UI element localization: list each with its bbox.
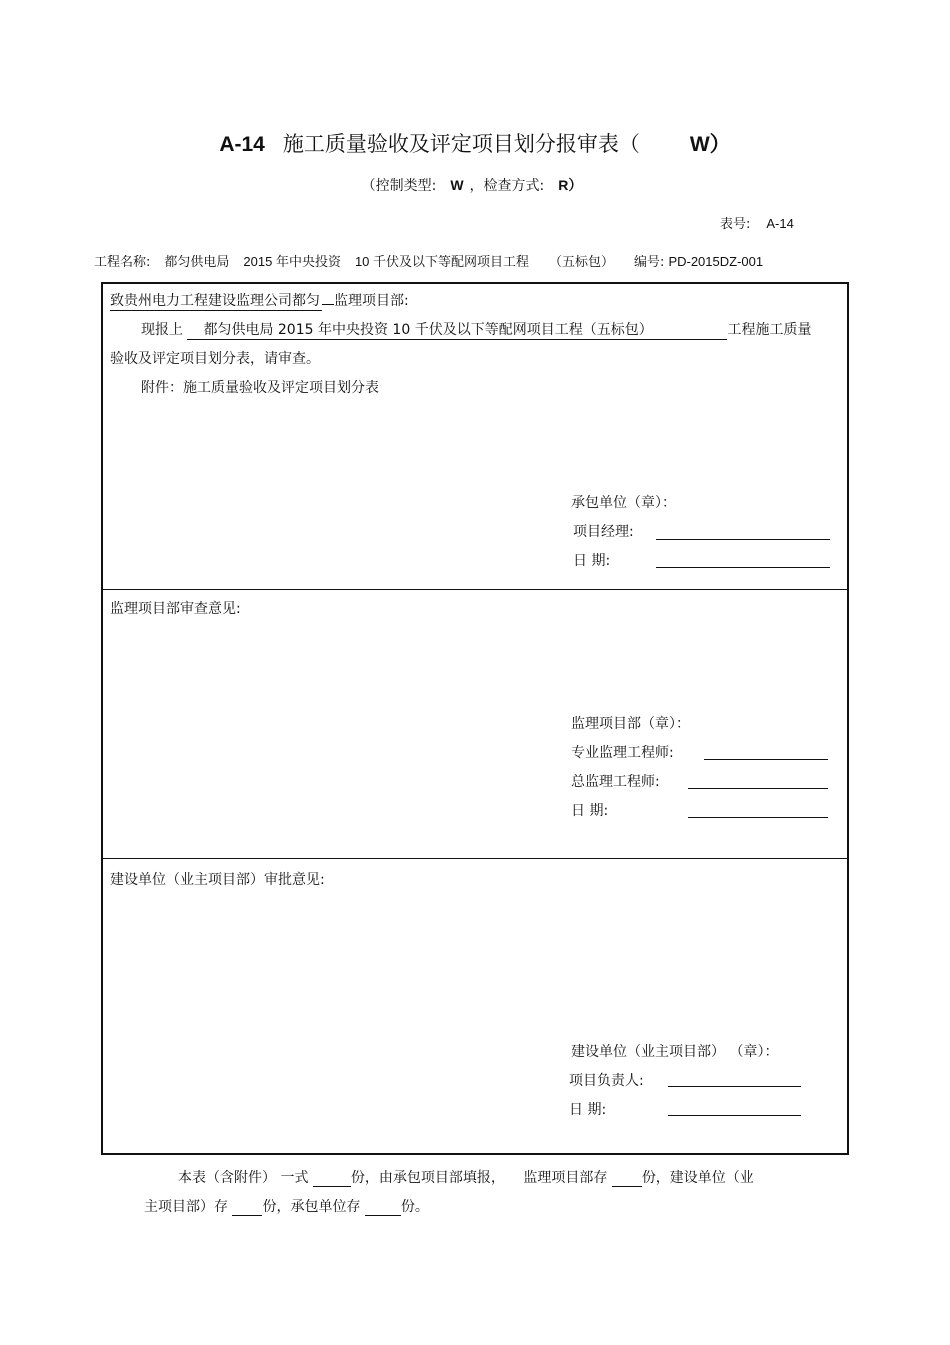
- date3-line[interactable]: [668, 1115, 801, 1116]
- footer-part3: 监理项目部存: [523, 1170, 608, 1186]
- project-name-part4: （五标包）: [549, 255, 615, 270]
- form-code: A-14: [219, 133, 265, 156]
- form-box: [101, 282, 849, 1155]
- form-number: [720, 213, 794, 232]
- pm-signature-line[interactable]: [656, 539, 830, 540]
- project-name-label: 工程名称:: [94, 255, 151, 270]
- copies-total-blank[interactable]: [313, 1172, 351, 1187]
- number-value: PD-2015DZ-001: [668, 254, 764, 269]
- form-no-value: A-14: [766, 216, 794, 231]
- form-no-label: 表号:: [720, 217, 751, 232]
- pm-label: 项目经理:: [573, 524, 634, 540]
- footer-line2-part3: 份。: [400, 1199, 429, 1215]
- date3-label: 日 期:: [569, 1102, 607, 1118]
- specialist-engineer-label: 专业监理工程师:: [571, 745, 674, 761]
- number-label: 编号:: [634, 255, 665, 270]
- footer-part4: 份，建设单位（业: [641, 1170, 754, 1186]
- footer-part1: 本表（含附件） 一式: [178, 1170, 309, 1186]
- page-title: [0, 128, 950, 158]
- addressee-line: [110, 290, 409, 311]
- copies-owner-blank[interactable]: [232, 1201, 262, 1216]
- owner-unit-label: 建设单位（业主项目部） （章）：: [571, 1044, 779, 1060]
- date1-line[interactable]: [656, 567, 830, 568]
- project-manager-label: 项目负责人:: [569, 1073, 644, 1089]
- control-type-value: W: [450, 177, 464, 193]
- date2-line[interactable]: [688, 817, 828, 818]
- chief-engineer-line[interactable]: [688, 788, 828, 789]
- check-method-label: ，检查方式:: [469, 178, 545, 194]
- control-type-label: （控制类型:: [361, 178, 437, 194]
- addressee-suffix: 监理项目部:: [334, 293, 409, 309]
- attachment: 附件：施工质量验收及评定项目划分表: [141, 380, 379, 396]
- project-line: [94, 251, 777, 270]
- addressee: 致贵州电力工程建设监理公司都匀: [110, 290, 322, 311]
- date1-label: 日 期:: [573, 553, 611, 569]
- date2-label: 日 期:: [571, 803, 609, 819]
- footer-line1: [178, 1167, 754, 1187]
- project-name-part2: 2015 年中央投资: [243, 254, 341, 269]
- control-info: [0, 175, 950, 195]
- contractor-label: 承包单位（章）：: [571, 495, 676, 511]
- chief-engineer-label: 总监理工程师:: [571, 774, 660, 790]
- title-text: 施工质量验收及评定项目划分报审表（: [282, 132, 640, 156]
- footer-part2: 份，由承包项目部填报，: [350, 1170, 505, 1186]
- owner-heading: 建设单位（业主项目部）审批意见:: [110, 872, 325, 888]
- divider-1: [103, 589, 847, 590]
- footer-line2-part1: 主项目部）存: [144, 1199, 228, 1215]
- divider-2: [103, 858, 847, 859]
- body-project: 都匀供电局 2015 年中央投资 10 千伏及以下等配网项目工程（五标包）: [187, 319, 727, 340]
- copies-supervision-blank[interactable]: [612, 1172, 642, 1187]
- project-name-part1: 都匀供电局: [164, 255, 230, 270]
- body-prefix: 现报上: [141, 322, 183, 338]
- supervision-heading: 监理项目部审查意见:: [110, 601, 241, 617]
- copies-contractor-blank[interactable]: [365, 1201, 401, 1216]
- submission-line: [141, 319, 811, 340]
- body-suffix: 工程施工质量: [727, 322, 812, 338]
- footer-line2-part2: 份，承包单位存: [262, 1199, 361, 1215]
- project-name-part3: 10 千伏及以下等配网项目工程: [354, 254, 530, 269]
- title-w: W）: [689, 133, 731, 156]
- check-method-value: R）: [558, 177, 583, 193]
- body-line2: 验收及评定项目划分表，请审查。: [110, 351, 320, 367]
- supervision-dept-label: 监理项目部（章）：: [571, 716, 690, 732]
- specialist-engineer-line[interactable]: [704, 759, 828, 760]
- project-manager-line[interactable]: [668, 1086, 801, 1087]
- footer-line2: [144, 1196, 429, 1216]
